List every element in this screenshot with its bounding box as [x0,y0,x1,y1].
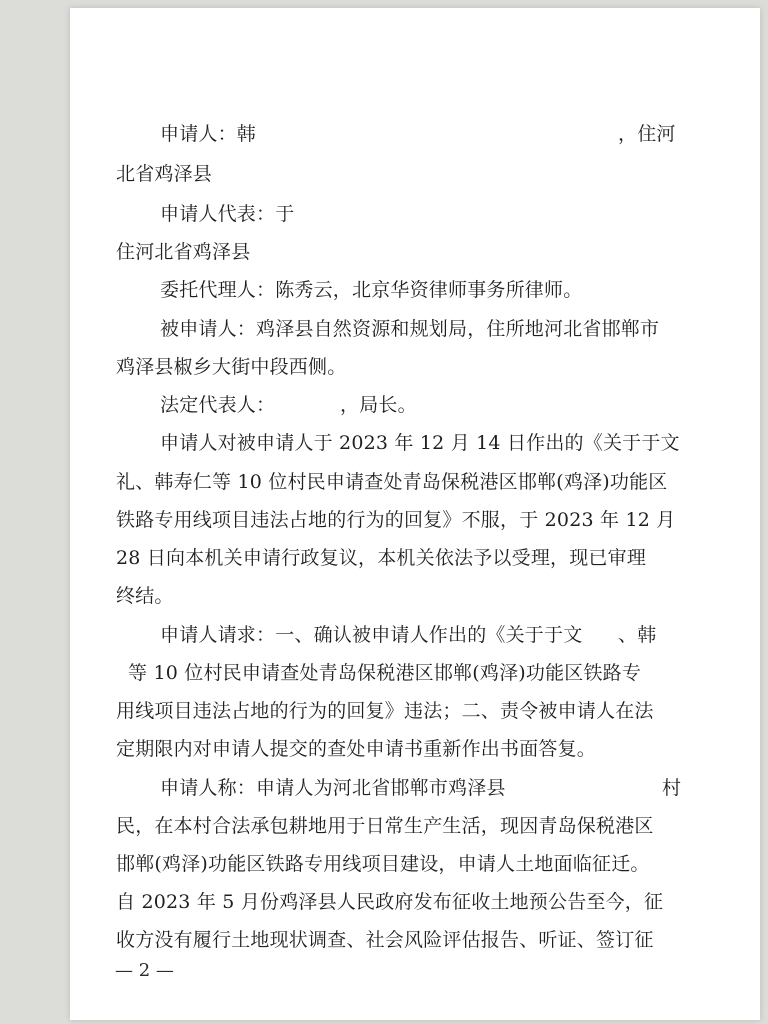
text-line: 申请人代表：于 [160,203,295,225]
text-line: 申请人称：申请人为河北省邯郸市鸡泽县 [160,777,506,799]
text-line: ，局长。 [340,394,417,416]
text-line: 定期限内对申请人提交的查处申请书重新作出书面答复。 [116,738,597,760]
text-line: 、韩 [618,624,657,646]
text-line: 委托代理人：陈秀云，北京华资律师事务所律师。 [160,279,583,301]
text-line: 北省鸡泽县 [116,163,213,185]
text-line: 终结。 [116,585,174,607]
text-line: 申请人对被申请人于 2023 年 12 月 14 日作出的《关于于文 [160,432,680,454]
text-line: 住河北省鸡泽县 [116,241,251,263]
page-number: — 2 — [115,960,174,981]
text-line: ，住河 [618,123,676,145]
text-line: 法定代表人： [160,394,276,416]
text-line: 铁路专用线项目违法占地的行为的回复》不服，于 2023 年 12 月 [116,509,676,531]
text-line: 等 10 位村民申请查处青岛保税港区邯郸(鸡泽)功能区铁路专 [128,662,642,684]
text-line: 鸡泽县椒乡大街中段西侧。 [116,356,347,378]
text-line: 收方没有履行土地现状调查、社会风险评估报告、听证、签订征 [116,929,654,951]
text-line: 礼、韩寿仁等 10 位村民申请查处青岛保税港区邯郸(鸡泽)功能区 [116,471,668,493]
text-line: 28 日向本机关申请行政复议，本机关依法予以受理，现已审理 [116,547,647,569]
text-line: 申请人请求：一、确认被申请人作出的《关于于文 [160,624,583,646]
text-line: 自 2023 年 5 月份鸡泽县人民政府发布征收土地预公告至今，征 [116,891,664,913]
text-line: 邯郸(鸡泽)功能区铁路专用线项目建设，申请人土地面临征迁。 [116,853,650,875]
text-line: 民，在本村合法承包耕地用于日常生产生活，现因青岛保税港区 [116,815,654,837]
text-line: 被申请人：鸡泽县自然资源和规划局，住所地河北省邯郸市 [160,318,660,340]
text-line: 申请人：韩 [160,123,257,145]
text-line: 用线项目违法占地的行为的回复》违法；二、责令被申请人在法 [116,700,654,722]
text-line: 村 [662,777,682,799]
